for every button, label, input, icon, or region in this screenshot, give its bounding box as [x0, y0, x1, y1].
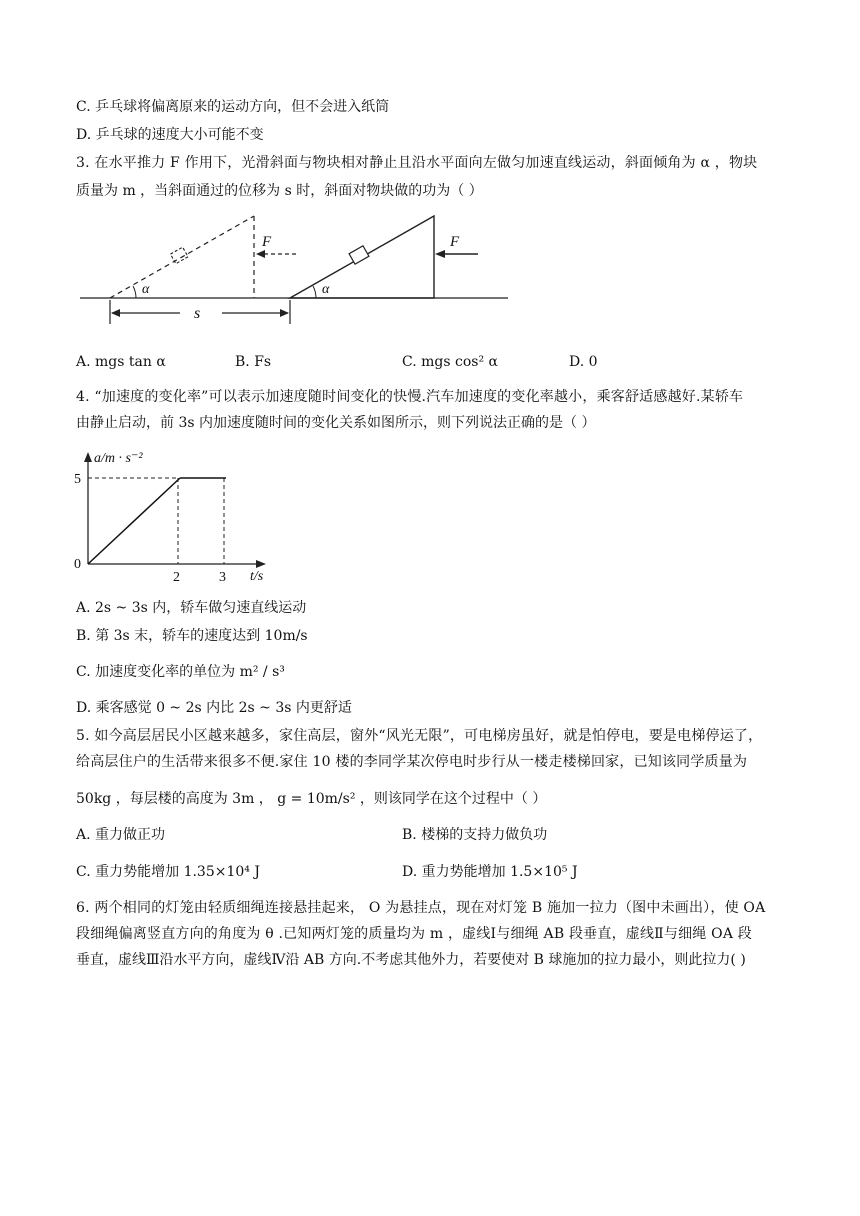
dashed-block: [170, 247, 188, 263]
q5-option-a: A. 重力做正功: [76, 827, 166, 843]
q3-option-a: A. mgs tan α: [76, 354, 166, 370]
q4-option-a: A. 2s ~ 3s 内，轿车做匀速直线运动: [76, 600, 307, 616]
q3-option-b: B. Fs: [235, 354, 272, 370]
q6-stem-line-3: 垂直，虚线Ⅲ沿水平方向，虚线Ⅳ沿 AB 方向.不考虑其他外力，若要使对 B 球施加的拉力最小，则此拉力( ): [76, 952, 746, 968]
q3-option-d: D. 0: [569, 354, 598, 370]
q2-option-d: D. 乒乓球的速度大小可能不变: [76, 127, 264, 143]
alpha-arc-2: [313, 286, 316, 298]
q3-stem-line-2: 质量为 m ，当斜面通过的位移为 s 时，斜面对物块做的功为（ ）: [76, 183, 483, 199]
solid-block: [349, 246, 369, 264]
q5-stem-line-3: 50kg ，每层楼的高度为 3m ， g = 10m/s² ，则该同学在这个过程中（ ）: [76, 791, 547, 807]
alpha-label-2: α: [322, 282, 330, 297]
x-tick-label-2: 2: [173, 570, 180, 585]
q2-option-c: C. 乒乓球将偏离原来的运动方向，但不会进入纸筒: [76, 99, 390, 115]
s-arrow-right: [280, 309, 289, 317]
q4-acceleration-chart: [70, 446, 280, 588]
force-label-2: F: [450, 234, 460, 250]
q4-option-c: C. 加速度变化率的单位为 m² / s³: [76, 664, 285, 680]
dashed-incline: [110, 216, 254, 298]
x-tick-label-3: 3: [219, 570, 226, 585]
y-tick-label-5: 5: [74, 472, 81, 487]
x-axis-label: t/s: [250, 569, 264, 584]
q5-option-d: D. 重力势能增加 1.5×10⁵ J: [402, 864, 578, 880]
q6-stem-line-1: 6. 两个相同的灯笼由轻质细绳连接悬挂起来， O 为悬挂点，现在对灯笼 B 施加一拉力（图中未画出），使 OA: [76, 900, 766, 916]
q4-option-d: D. 乘客感觉 0 ~ 2s 内比 2s ~ 3s 内更舒适: [76, 700, 352, 716]
origin-label: 0: [74, 557, 81, 572]
q4-stem-line-2: 由静止启动，前 3s 内加速度随时间的变化关系如图所示，则下列说法正确的是（ ）: [76, 415, 596, 431]
q4-stem-line-1: 4. “加速度的变化率”可以表示加速度随时间变化的快慢.汽车加速度的变化率越小，乘客舒适感越好.某轿车: [76, 389, 744, 405]
x-axis-arrow: [256, 560, 266, 568]
s-label: s: [194, 305, 201, 322]
alpha-label-1: α: [142, 282, 150, 297]
q6-stem-line-2: 段细绳偏离竖直方向的角度为 θ .已知两灯笼的质量均为 m ，虚线Ⅰ与细绳 AB 段垂直，虚线Ⅱ与细绳 OA 段: [76, 926, 752, 942]
q4-option-b: B. 第 3s 末，轿车的速度达到 10m/s: [76, 628, 308, 644]
y-axis-arrow: [84, 452, 92, 462]
q5-stem-line-2: 给高层住户的生活带来很多不便.家住 10 楼的李同学某次停电时步行从一楼走楼梯回家，已知该同学质量为: [76, 754, 748, 770]
q3-incline-figure: [76, 212, 516, 332]
s-arrow-left: [111, 309, 120, 317]
solid-force-arrowhead: [435, 250, 445, 258]
q3-option-c: C. mgs cos² α: [402, 354, 498, 370]
force-label-1: F: [262, 234, 272, 250]
q3-stem-line-1: 3. 在水平推力 F 作用下，光滑斜面与物块相对静止且沿水平面向左做匀加速直线运动，斜面倾角为 α ，物块: [76, 155, 758, 171]
series-segment-0-0: [88, 478, 180, 564]
alpha-arc-1: [133, 286, 136, 298]
q5-stem-line-1: 5. 如今高层居民小区越来越多，家住高层，窗外“风光无限”，可电梯房虽好，就是怕停电，要是电梯停运了，: [76, 728, 763, 744]
dashed-force-arrowhead: [256, 250, 265, 258]
q5-option-c: C. 重力势能增加 1.35×10⁴ J: [76, 864, 260, 880]
y-axis-label: a/m · s⁻²: [94, 451, 143, 466]
q5-option-b: B. 楼梯的支持力做负功: [402, 827, 548, 843]
